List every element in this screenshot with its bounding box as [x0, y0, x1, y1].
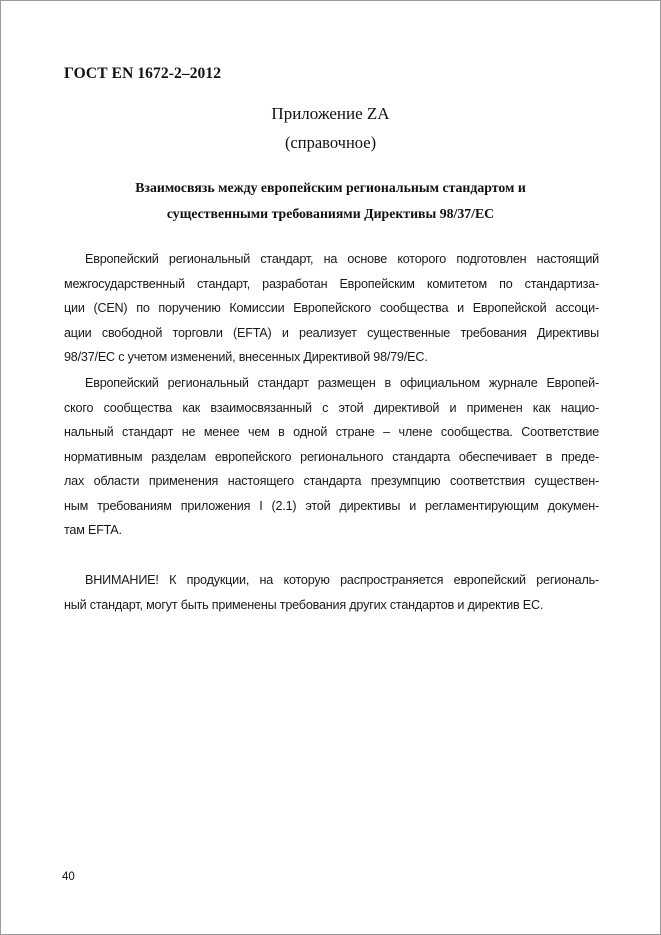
paragraph-line: ный стандарт, могут быть применены требования других стандартов и директив ЕС. — [64, 597, 544, 612]
paragraph-line: ным требованиям приложения I (2.1) этой директивы и регламентирующим докумен- — [64, 498, 599, 513]
paragraph-1 — [64, 247, 599, 370]
paragraph-line: ации свободной торговли (EFTA) и реализует существенные требования Директивы — [64, 325, 599, 340]
annex-title: Приложение ZA — [271, 104, 390, 123]
paragraph-2 — [64, 371, 599, 543]
section-heading-line-2: существенными требованиями Директивы 98/37/ЕС — [166, 206, 495, 221]
paragraph-line: ВНИМАНИЕ! К продукции, на которую распространяется европейский региональ- — [85, 573, 599, 587]
section-heading-line-1: Взаимосвязь между европейским региональным стандартом и — [135, 180, 526, 195]
paragraph-line: там EFTA. — [64, 523, 122, 537]
annex-subtitle: (справочное) — [284, 133, 377, 152]
paragraph-line: лах области применения настоящего стандарта презумпцию соответствия существен- — [64, 474, 599, 488]
paragraph-line: 98/37/ЕС с учетом изменений, внесенных Директивой 98/79/ЕС. — [64, 350, 428, 364]
paragraph-line: нальный стандарт не менее чем в одной стране – члене сообщества. Соответствие — [64, 425, 599, 439]
paragraph-line: ции (CEN) по поручению Комиссии Европейского сообщества и Европейской ассоци- — [64, 301, 599, 315]
paragraph-line: ского сообщества как взаимосвязанный с этой директивой и применен как нацио- — [64, 400, 599, 415]
paragraph-line: нормативным разделам европейского регионального стандарта обеспечивает в преде- — [64, 449, 599, 464]
paragraph-line: межгосударственный стандарт, разработан Европейским комитетом по стандартиза- — [64, 276, 599, 291]
document-code-header: ГОСТ EN 1672-2–2012 — [64, 65, 222, 82]
warning-paragraph — [64, 568, 599, 617]
paragraph-line: Европейский региональный стандарт размещен в официальном журнале Европей- — [85, 376, 599, 390]
paragraph-line: Европейский региональный стандарт, на основе которого подготовлен настоящий — [85, 252, 599, 266]
page-number: 40 — [62, 871, 75, 883]
